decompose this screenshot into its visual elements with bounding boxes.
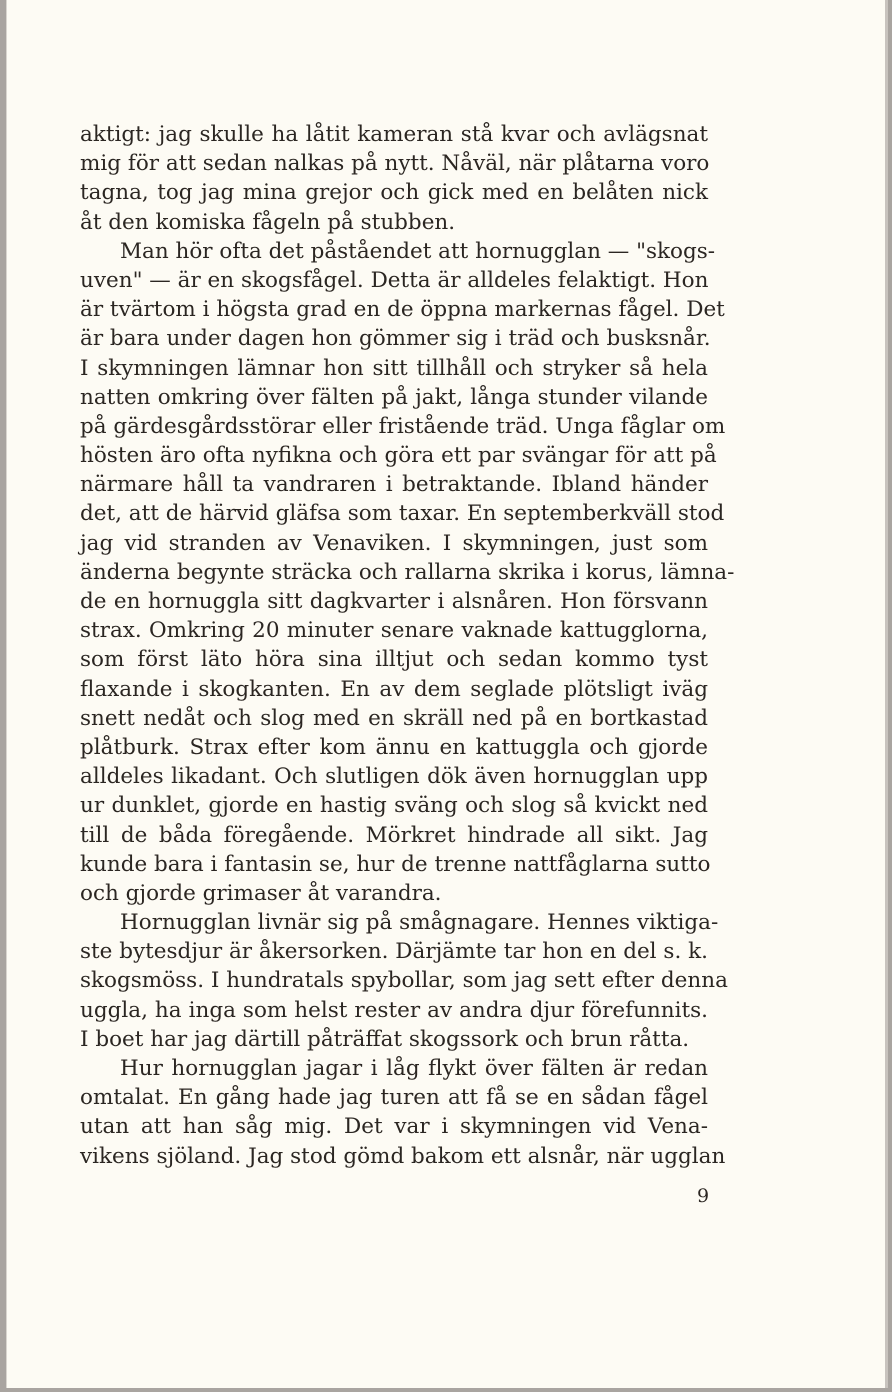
text-line: det, att de härvid gläfsa som taxar. En septemberkväll stod [80,501,725,527]
text-line: I skymningen lämnar hon sitt tillhåll och stryker så hela [80,355,708,381]
body-text [80,120,735,1171]
text-line: omtalat. En gång hade jag turen att få se en sådan fågel [80,1085,708,1111]
text-line: åt den komiska fågeln på stubben. [80,209,456,235]
text-line: aktigt: jag skulle ha låtit kameran stå kvar och avlägsnat [80,122,708,147]
text-line: uggla, ha inga som helst rester av andra djur förefunnits. [80,997,708,1023]
text-line: Hornugglan livnär sig på smågnagare. Hennes viktiga- [120,910,719,936]
text-line: strax. Omkring 20 minuter senare vaknade kattugglorna, [80,618,708,644]
text-line: änderna begynte sträcka och rallarna skrika i korus, lämna- [80,559,735,585]
text-line: uven" — är en skogsfågel. Detta är alldeles felaktigt. Hon [80,267,709,293]
text-line: natten omkring över fälten på jakt, långa stunder vilande [80,384,708,410]
text-line: som först läto höra sina illtjut och sedan kommo tyst [80,647,708,673]
text-line: Hur hornugglan jagar i låg flykt över fälten är redan [120,1056,708,1081]
text-line: tagna, tog jag mina grejor och gick med en belåten nick [80,180,708,206]
text-line: ste bytesdjur är åkersorken. Därjämte tar hon en del s. k. [80,939,708,965]
text-line: vikens sjöland. Jag stod gömd bakom ett alsnår, när ugglan [80,1143,726,1169]
text-line: utan att han såg mig. Det var i skymningen vid Vena- [80,1114,708,1140]
text-line: flaxande i skogkanten. En av dem seglade plötsligt iväg [80,676,708,702]
text-line: skogsmöss. I hundratals spybollar, som jag sett efter denna [80,968,728,994]
text-line: de en hornuggla sitt dagkvarter i alsnåren. Hon försvann [80,589,708,614]
text-line: och gjorde grimaser åt varandra. [80,880,442,906]
text-line: ur dunklet, gjorde en hastig sväng och slog så kvickt ned [80,793,708,819]
text-line: I boet har jag därtill påträffat skogssork och brun råtta. [80,1026,690,1052]
text-line: är bara under dagen hon gömmer sig i träd och busksnår. [80,326,711,352]
text-line: till de båda föregående. Mörkret hindrade all sikt. Jag [80,822,708,848]
text-line: är tvärtom i högsta grad en de öppna markernas fågel. Det [80,297,725,323]
text-line: mig för att sedan nalkas på nytt. Nåväl, när plåtarna voro [80,151,710,177]
text-line: på gärdesgårdsstörar eller fristående träd. Unga fåglar om [80,413,726,439]
text-line: jag vid stranden av Venaviken. I skymningen, just som [80,530,708,556]
text-line: hösten äro ofta nyfikna och göra ett par svängar för att på [80,443,717,469]
text-line: närmare håll ta vandraren i betraktande. Ibland händer [80,472,708,498]
text-line: kunde bara i fantasin se, hur de trenne nattfåglarna sutto [80,851,711,877]
text-line: alldeles likadant. Och slutligen dök även hornugglan upp [80,764,708,790]
text-line: snett nedåt och slog med en skräll ned på en bortkastad [80,705,708,731]
page-number: 9 [697,1185,710,1207]
text-line: Man hör ofta det påståendet att hornugglan — "skogs- [120,238,716,264]
text-line: plåtburk. Strax efter kom ännu en kattuggla och gjorde [80,734,708,760]
book-page [6,0,888,1388]
